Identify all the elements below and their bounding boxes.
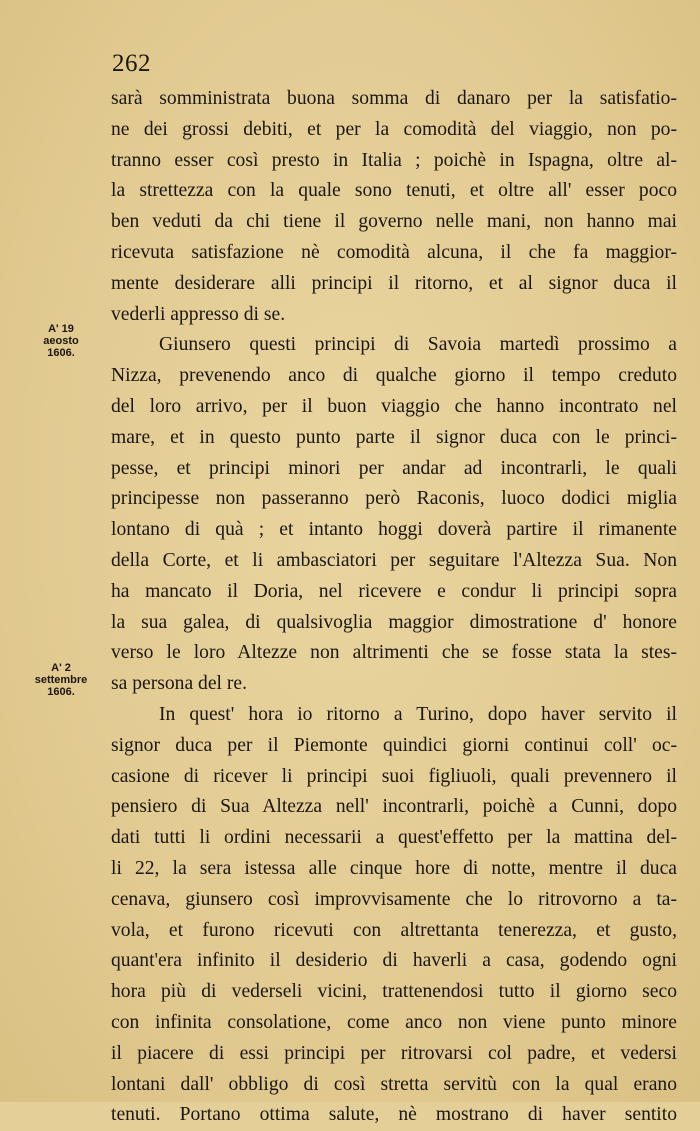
text-line: verso le loro Altezze non altrimenti che se fosse stata la stes- (111, 642, 677, 664)
text-line: quant'era infinito il desiderio di haverli a casa, godendo ogni (111, 950, 677, 972)
margin-note-line: A' 2 (51, 662, 71, 674)
text-line: del loro arrivo, per il buon viaggio che hanno incontrato nel (111, 395, 677, 417)
text-line: vederli appresso di se. (111, 303, 286, 325)
text-line: Nizza, prevenendo anco di qualche giorno il tempo creduto (111, 365, 677, 387)
text-line: cenava, giunsero così improvvisamente che lo ritrovorno a ta- (111, 888, 677, 910)
text-line: ha mancato il Doria, nel ricevere e condur li principi sopra (111, 580, 677, 602)
text-line: sa persona del re. (111, 673, 248, 695)
text-line: il piacere di essi principi per ritrovarsi col padre, et vedersi (111, 1042, 677, 1064)
text-line: ben veduti da chi tiene il governo nelle mani, non hanno mai (111, 211, 677, 233)
margin-note-date-2 (22, 662, 100, 698)
text-line: mare, et in questo punto parte il signor duca con le princi- (111, 426, 677, 448)
text-line: tranno esser così presto in Italia ; poichè in Ispagna, oltre al- (111, 149, 677, 171)
text-line: la sua galea, di qualsivoglia maggior dimostratione d' honore (111, 611, 677, 633)
text-line: signor duca per il Piemonte quindici giorni continui coll' oc- (111, 734, 677, 756)
text-line: con infinita consolatione, come anco non viene punto minore (111, 1011, 677, 1033)
text-line: casione di ricever li principi suoi figliuoli, quali prevennero il (111, 765, 677, 787)
margin-note-line: settembre (34, 674, 88, 686)
margin-note-date-1 (22, 323, 100, 359)
text-line: lontani dall' obbligo di così stretta servitù con la qual erano (111, 1073, 677, 1095)
margin-note-line: aeosto (43, 335, 79, 347)
text-line: ne dei grossi debiti, et per la comodità del viaggio, non po- (111, 118, 677, 140)
text-line: della Corte, et li ambasciatori per seguitare l'Altezza Sua. Non (111, 549, 677, 571)
text-line: principesse non passeranno però Raconis, luoco dodici miglia (111, 488, 677, 510)
margin-note-line: 1606. (47, 347, 75, 359)
text-line: tenuti. Portano ottima salute, nè mostrano di haver sentito (111, 1104, 677, 1126)
text-line: pensiero di Sua Altezza nell' incontrarli, poichè a Cunni, dopo (111, 796, 677, 818)
margin-note-line: A' 19 (48, 323, 74, 335)
text-line: vola, et furono ricevuti con altrettanta tenerezza, et gusto, (111, 919, 677, 941)
text-line: dati tutti li ordini necessarii a quest'effetto per la mattina del- (111, 827, 677, 849)
text-line: sarà somministrata buona somma di danaro per la satisfatio- (111, 88, 677, 109)
text-line: lontano di quà ; et intanto hoggi doverà partire il rimanente (111, 519, 677, 541)
text-line: mente desiderare alli principi il ritorno, et al signor duca il (111, 272, 677, 294)
text-line: pesse, et principi minori per andar ad incontrarli, le quali (111, 457, 677, 479)
text-line: la strettezza con la quale sono tenuti, et oltre all' esser poco (111, 180, 677, 202)
text-line: In quest' hora io ritorno a Turino, dopo haver servito il (159, 703, 677, 725)
text-line: ricevuta satisfazione nè comodità alcuna, il che fa maggior- (111, 241, 677, 263)
text-line: Giunsero questi principi di Savoia martedì prossimo a (159, 334, 677, 356)
page-number: 262 (112, 50, 151, 77)
text-line: hora più di vederseli vicini, trattenendosi tutto il giorno seco (111, 981, 677, 1003)
body-text (111, 84, 677, 1131)
text-line: li 22, la sera istessa alle cinque hore di notte, mentre il duca (111, 857, 677, 879)
margin-note-line: 1606. (47, 686, 75, 698)
